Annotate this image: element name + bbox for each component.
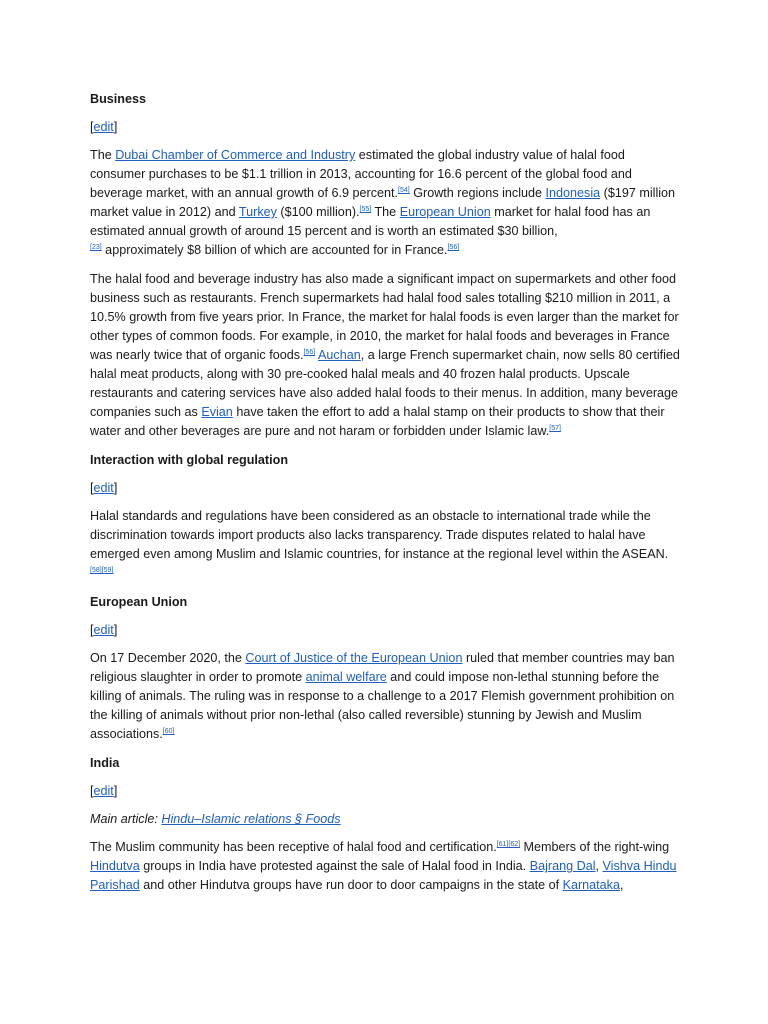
text: approximately $8 billion of which are accounted for in France. (101, 243, 448, 257)
section-heading-global-regulation: Interaction with global regulation (90, 453, 289, 467)
link-vishva-hindu-parishad[interactable]: Vishva Hindu Parishad (90, 859, 677, 892)
edit-link[interactable]: edit (93, 623, 114, 637)
text: On 17 December 2020, the (90, 651, 246, 665)
text: , (595, 859, 603, 873)
paragraph (90, 270, 680, 441)
main-article-hatnote (90, 810, 680, 829)
edit-link[interactable]: edit (93, 120, 114, 134)
text: The (90, 148, 116, 162)
citation-link[interactable]: [55] (359, 206, 372, 213)
hatnote-prefix: Main article: (90, 812, 162, 826)
text: , a large French supermarket chain, now sells 80 certified halal meat products, along with 30 pre-cooked halal meals and 40 frozen halal products. Upscale restaurants and catering services have also added halal foods to their menus. In addition, many beverage companies such as (90, 348, 680, 419)
edit-link[interactable]: edit (93, 481, 114, 495)
section-heading-india: India (90, 756, 120, 770)
edit-section-business: [edit] (90, 120, 118, 134)
citation-link[interactable]: [61][62] (496, 841, 521, 848)
section-heading-european-union: European Union (90, 595, 188, 609)
citation (304, 349, 316, 356)
text: groups in India have protested against the sale of Halal food in India. (139, 859, 530, 873)
paragraph (90, 649, 680, 744)
text: Members of the right-wing (520, 840, 670, 854)
text: estimated the global industry value of halal food consumer purchases to be $1.1 trillion in 2013, accounting for 16.6 percent of the global food and beverage market, with an annual growth of 6.9 percent. (90, 148, 632, 200)
citation-link[interactable]: [54] (398, 187, 410, 194)
text: Growth regions include (409, 186, 546, 200)
link-animal-welfare[interactable]: animal welfare (305, 670, 387, 684)
edit-section-global-regulation: [edit] (90, 481, 118, 495)
citation-link[interactable]: [57] (549, 425, 561, 432)
text: have taken the effort to add a halal stamp on their products to show that their water and other beverages are pure and not haram or forbidden under Islamic law. (90, 405, 665, 438)
citation (497, 841, 520, 848)
text: , (620, 878, 624, 892)
text: The (371, 205, 400, 219)
article-body (90, 90, 680, 905)
citation (90, 567, 113, 574)
citation-link[interactable]: [23] (90, 244, 102, 251)
text: The halal food and beverage industry has also made a significant impact on supermarkets and other food business such as restaurants. French supermarkets had halal food sales totalling $210 million in 2011, a 10.5% growth from five years prior. In France, the market for halal foods is even larger than the market for other types of common foods. For example, in 2010, the market for halal foods and beverages in France was nearly twice that of organic foods. (90, 272, 679, 362)
paragraph (90, 146, 680, 260)
link-hindutva[interactable]: Hindutva (90, 859, 140, 873)
citation (549, 425, 561, 432)
citation-link[interactable]: [60] (162, 728, 175, 735)
text: ($197 million market value in 2012) and (90, 186, 676, 219)
link-court-of-justice[interactable]: Court of Justice of the European Union (245, 651, 463, 665)
citation-link[interactable]: [56] (447, 244, 460, 251)
text: and could impose non-lethal stunning before the killing of animals. The ruling was in response to a challenge to a 2017 Flemish government prohibition on the killing of animals without prior non-lethal (also called reversible) stunning by Jewish and Muslim associations. (90, 670, 675, 741)
text: ruled that member countries may ban religious slaughter in order to promote (90, 651, 675, 684)
link-evian[interactable]: Evian (201, 405, 233, 419)
citation (398, 187, 410, 194)
text: ($100 million). (276, 205, 360, 219)
citation-link[interactable]: [56] (303, 349, 316, 356)
paragraph (90, 507, 680, 583)
section-heading-business: Business (90, 92, 146, 106)
citation (448, 244, 460, 251)
paragraph (90, 838, 680, 895)
link-european-union[interactable]: European Union (399, 205, 491, 219)
link-indonesia[interactable]: Indonesia (545, 186, 601, 200)
text: The Muslim community has been receptive of halal food and certification. (90, 840, 497, 854)
citation (163, 728, 175, 735)
citation (360, 206, 372, 213)
citation-link[interactable]: [58][59] (90, 567, 114, 574)
link-main-article[interactable]: Hindu–Islamic relations § Foods (161, 812, 341, 826)
edit-section-india: [edit] (90, 784, 118, 798)
text: Halal standards and regulations have been considered as an obstacle to international trade while the discrimination towards import products also lacks transparency. Trade disputes related to halal have emerged even among Muslim and Islamic countries, for instance at the regional level within the ASEAN. (90, 509, 669, 561)
citation (90, 244, 102, 251)
edit-link[interactable]: edit (93, 784, 114, 798)
link-turkey[interactable]: Turkey (238, 205, 277, 219)
edit-section-european-union: [edit] (90, 623, 118, 637)
link-bajrang-dal[interactable]: Bajrang Dal (529, 859, 596, 873)
text: and other Hindutva groups have run door to door campaigns in the state of (139, 878, 563, 892)
link-karnataka[interactable]: Karnataka (562, 878, 620, 892)
link-dubai-chamber[interactable]: Dubai Chamber of Commerce and Industry (115, 148, 356, 162)
link-auchan[interactable]: Auchan (318, 348, 361, 362)
text: market for halal food has an estimated annual growth of around 15 percent and is worth an estimated $30 billion, (90, 205, 651, 238)
